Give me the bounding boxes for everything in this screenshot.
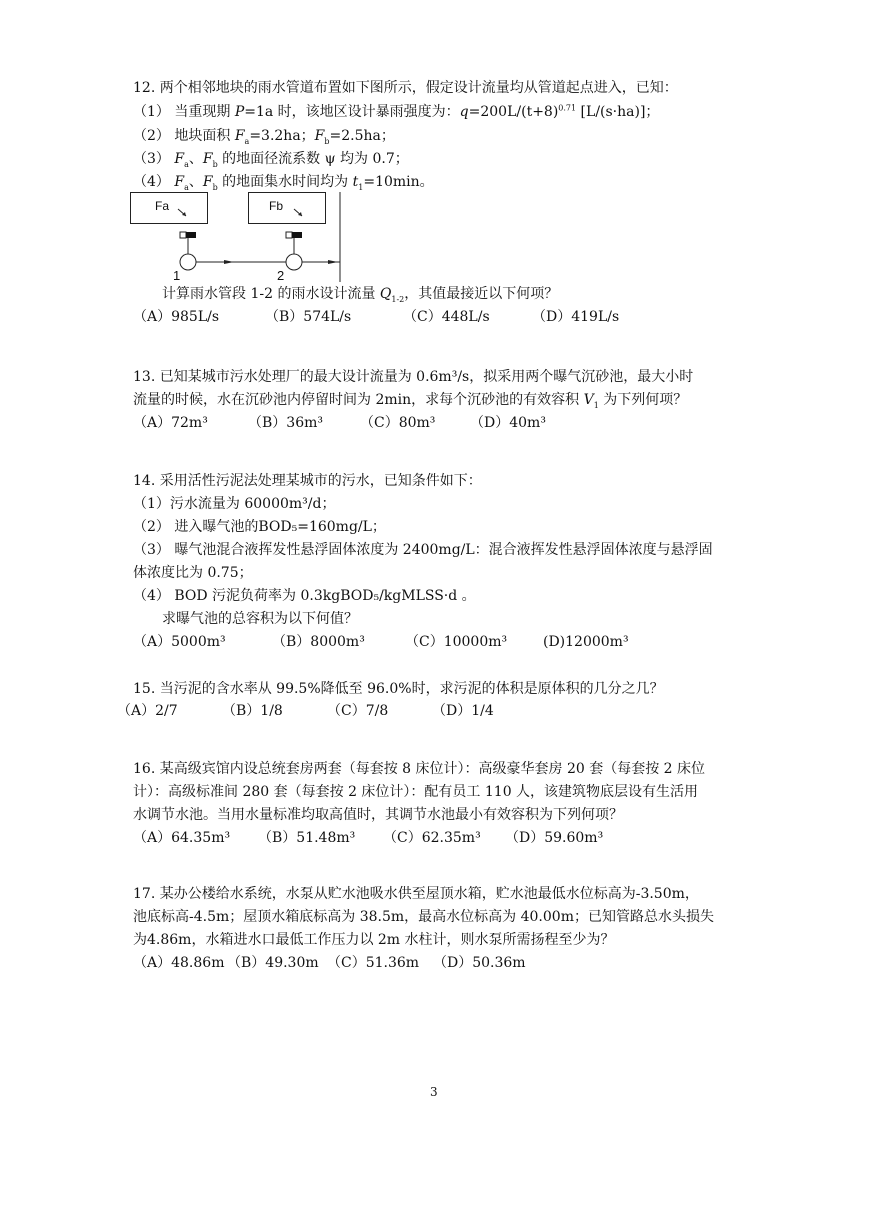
q13-option-a[interactable]: （A）72m³ <box>133 415 208 431</box>
q16-option-a[interactable]: （A）64.35m³ <box>133 830 231 846</box>
q15-option-b[interactable]: （B）1/8 <box>222 703 283 719</box>
q14-condition-4: （4） BOD 污泥负荷率为 0.3kgBOD₅/kgMLSS·d 。 <box>133 588 476 604</box>
q17-option-b[interactable]: （B）49.30m <box>227 955 319 971</box>
q15-stem: 15. 当污泥的含水率从 99.5%降低至 96.0%时，求污泥的体积是原体积的几分之几？ <box>133 681 664 697</box>
q12-option-a[interactable]: （A）985L/s <box>133 309 220 325</box>
catchment-label-a: Fa <box>155 199 170 213</box>
q12-condition-4: （4） $F_a$、$F_b$ 的地面集水时间均为 $t_1=10\min$。 <box>133 174 434 192</box>
q14-condition-2: （2） 进入曝气池的BOD₅=160mg/L； <box>133 519 386 535</box>
q17-option-d[interactable]: （D）50.36m <box>433 955 526 971</box>
q14-option-c[interactable]: （C）10000m³ <box>405 634 508 650</box>
q14-stem: 14. 采用活性污泥法处理某城市的污水，已知条件如下： <box>133 473 482 489</box>
q14-condition-1: （1）污水流量为 60000m³/d； <box>133 496 336 512</box>
q12-stem: 12. 两个相邻地块的雨水管道布置如下图所示，假定设计流量均从管道起点进入，已知： <box>133 80 678 96</box>
q17-option-a[interactable]: （A）48.86m <box>133 955 225 971</box>
page-number: 3 <box>430 1085 438 1099</box>
q14-condition-3-cont: 体浓度比为 0.75； <box>133 565 253 581</box>
q13-option-b[interactable]: （B）36m³ <box>248 415 323 431</box>
q15-option-a[interactable]: （A）2/7 <box>117 703 178 719</box>
pipe-network-drawing <box>130 192 350 284</box>
q14-option-a[interactable]: （A）5000m³ <box>133 634 226 650</box>
q12-option-d[interactable]: （D）419L/s <box>532 309 620 325</box>
q12-question: 计算雨水管段 1-2 的雨水设计流量 $Q_{1-2}$，其值最接近以下何项？ <box>162 286 559 304</box>
catchment-label-b: Fb <box>269 199 284 213</box>
q13-line-2: 流量的时候，水在沉砂池内停留时间为 2min，求每个沉砂池的有效容积 $V_1$ 为下列何项？ <box>133 392 688 410</box>
q16-option-d[interactable]: （D）59.60m³ <box>505 830 604 846</box>
q16-line-2: 计）：高级标准间 280 套（每套按 2 床位计）：配有员工 110 人，该建筑物底层设有生活用 <box>133 784 699 800</box>
q12-condition-3: （3） $F_a$、$F_b$ 的地面径流系数 ψ 均为 0.7； <box>133 151 409 169</box>
q15-option-d[interactable]: （D）1/4 <box>432 703 494 719</box>
q12-condition-1: （1） 当重现期 P=1a 时，该地区设计暴雨强度为：$q=200L/(t+8)^{0.71}$ [L/(s·ha)]； <box>133 103 660 120</box>
q12-option-c[interactable]: （C）448L/s <box>403 309 490 325</box>
q16-line-1: 16. 某高级宾馆内设总统套房两套（每套按 8 床位计）：高级豪华套房 20 套（每套按 2 床位 <box>133 761 706 777</box>
q17-option-c[interactable]: （C）51.36m <box>327 955 420 971</box>
q14-condition-3: （3） 曝气池混合液挥发性悬浮固体浓度为 2400mg/L：混合液挥发性悬浮固体浓度与悬浮固 <box>133 542 713 558</box>
pipe-diagram <box>130 192 350 284</box>
q12-option-b[interactable]: （B）574L/s <box>265 309 352 325</box>
q16-option-b[interactable]: （B）51.48m³ <box>258 830 356 846</box>
q13-option-c[interactable]: （C）80m³ <box>360 415 436 431</box>
q13-line-1: 13. 已知某城市污水处理厂的最大设计流量为 0.6m³/s，拟采用两个曝气沉砂池，最大小时 <box>133 369 694 385</box>
q14-option-d[interactable]: (D)12000m³ <box>543 634 629 650</box>
q16-line-3: 水调节水池。当用水量标准均取高值时，其调节水池最小有效容积为下列何项？ <box>133 807 623 823</box>
q17-line-2: 池底标高-4.5m；屋顶水箱底标高为 38.5m，最高水位标高为 40.00m；已知管路总水头损失 <box>133 909 714 925</box>
q14-option-b[interactable]: （B）8000m³ <box>272 634 365 650</box>
node-label-2: 2 <box>277 268 285 283</box>
q12-condition-2: （2） 地块面积 $F_a=3.2ha$；$F_b=2.5ha$； <box>133 128 395 146</box>
q15-option-c[interactable]: （C）7/8 <box>327 703 389 719</box>
q13-option-d[interactable]: （D）40m³ <box>470 415 546 431</box>
q16-option-c[interactable]: （C）62.35m³ <box>383 830 481 846</box>
q14-question: 求曝气池的总容积为以下何值？ <box>162 611 358 627</box>
node-label-1: 1 <box>173 268 181 283</box>
q17-line-3: 为4.86m，水箱进水口最低工作压力以 2m 水柱计，则水泵所需扬程至少为？ <box>133 932 615 948</box>
q17-line-1: 17. 某办公楼给水系统，水泵从贮水池吸水供至屋顶水箱，贮水池最低水位标高为-3.50m， <box>133 886 699 902</box>
